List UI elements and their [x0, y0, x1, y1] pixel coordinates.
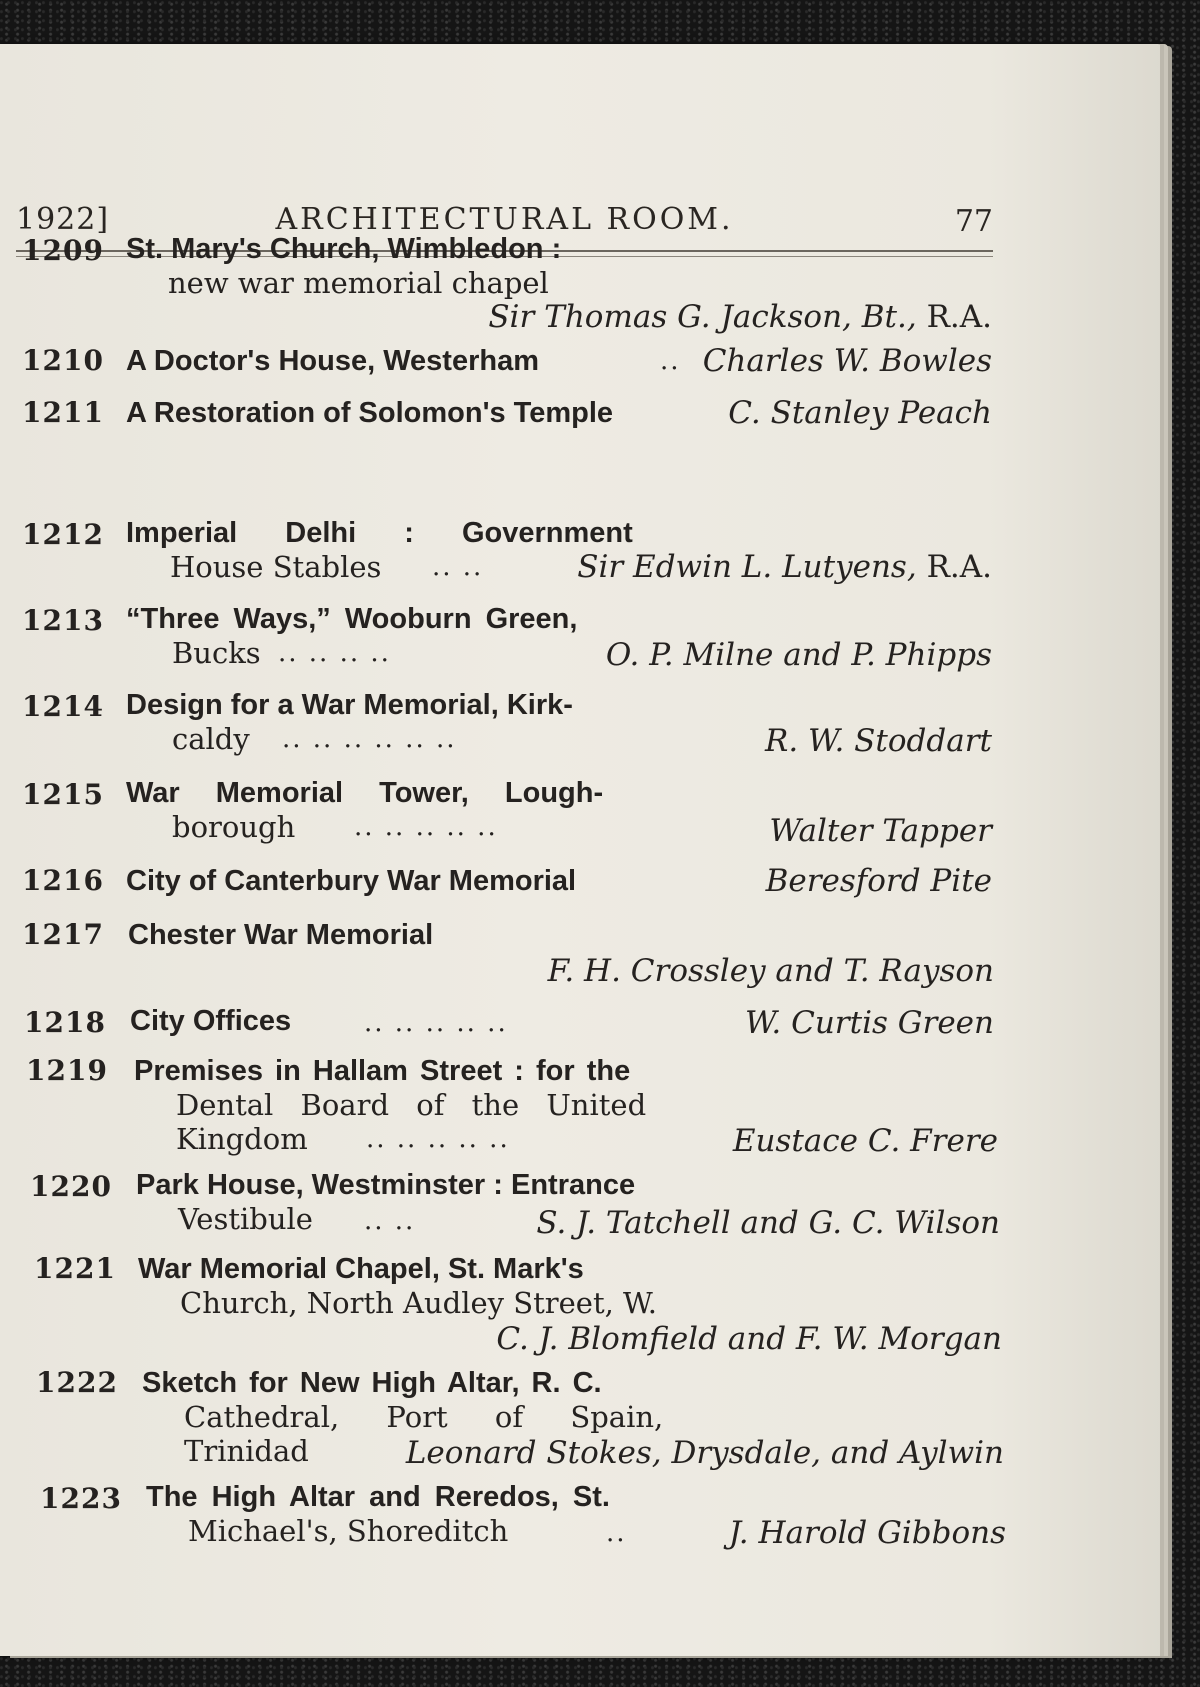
entry-title-line: The High Altar and Reredos, St. — [146, 1481, 610, 1513]
entry-title-line: borough — [172, 810, 296, 844]
entry-number: 1209 — [22, 234, 104, 267]
entry-number: 1213 — [22, 604, 104, 637]
entry-title-line: Dental Board of the United — [176, 1088, 647, 1122]
entry-number: 1215 — [22, 778, 104, 811]
dot-leader: .. .. — [432, 552, 484, 582]
entry-architect: J. Harold Gibbons — [728, 1515, 1006, 1551]
entry-number: 1220 — [30, 1170, 112, 1203]
header-year: 1922] — [16, 202, 110, 237]
architect-suffix: R.A. — [926, 549, 992, 585]
entry-architect — [488, 300, 992, 334]
entry-architect: O. P. Milne and P. Phipps — [605, 637, 992, 673]
entry-number: 1214 — [22, 690, 104, 723]
entry-title-line: Church, North Audley Street, W. — [180, 1286, 657, 1320]
dot-leader: .. — [660, 346, 681, 376]
entry-title-line: caldy — [172, 722, 250, 756]
dot-leader: .. .. .. .. .. — [366, 1124, 510, 1154]
entry-title-line: City of Canterbury War Memorial — [126, 865, 577, 897]
entry-architect: Beresford Pite — [765, 863, 992, 899]
entry-title-line: Park House, Westminster : Entrance — [136, 1169, 636, 1201]
entry-architect: Walter Tapper — [769, 813, 992, 849]
dot-leader: .. — [606, 1518, 627, 1548]
entry-title-line: “Three Ways,” Wooburn Green, — [126, 603, 578, 635]
entry-title-line: Chester War Memorial — [128, 919, 434, 951]
entry-number: 1212 — [22, 518, 104, 551]
entry-number: 1219 — [26, 1054, 108, 1087]
entry-title-line: Design for a War Memorial, Kirk- — [126, 689, 573, 721]
entry-architect: W. Curtis Green — [744, 1005, 994, 1041]
entry-title-line: new war memorial chapel — [168, 266, 549, 300]
dot-leader: .. .. .. .. .. — [364, 1008, 508, 1038]
header-title: ARCHITECTURAL ROOM. — [275, 202, 734, 237]
entry-title-line: War Memorial Tower, Lough- — [126, 777, 604, 809]
entry-architect — [577, 550, 992, 584]
entry-title-line: City Offices — [130, 1005, 292, 1037]
entry-title-line: Kingdom — [176, 1122, 308, 1156]
entry-title-line — [126, 232, 561, 266]
entry-number: 1218 — [24, 1006, 106, 1039]
catalogue-entries — [0, 44, 1162, 1656]
entry-number: 1223 — [40, 1482, 122, 1515]
entry-architect: Charles W. Bowles — [702, 343, 992, 379]
dot-leader: .. .. — [364, 1206, 416, 1236]
entry-architect: C. Stanley Peach — [728, 395, 992, 431]
entry-title-line: Sketch for New High Altar, R. C. — [142, 1367, 602, 1399]
entry-number: 1216 — [22, 864, 104, 897]
book-page — [0, 44, 1162, 1656]
entry-number: 1222 — [36, 1366, 118, 1399]
dot-leader: .. .. .. .. .. .. — [282, 724, 457, 754]
entry-architect: R. W. Stoddart — [764, 723, 992, 759]
dot-leader: .. .. .. .. — [278, 638, 391, 668]
entry-architect: Eustace C. Frere — [732, 1123, 998, 1159]
entry-title-text: St. Mary's Church, Wimbledon : — [126, 233, 562, 265]
entry-number: 1210 — [22, 344, 104, 377]
entry-number: 1211 — [22, 396, 104, 429]
entry-title-line: War Memorial Chapel, St. Mark's — [138, 1253, 584, 1285]
entry-title-line: Imperial Delhi : Government — [126, 517, 633, 549]
dot-leader: .. .. .. .. .. — [354, 812, 498, 842]
entry-title-line: House Stables — [170, 550, 382, 584]
entry-title-line: Michael's, Shoreditch — [188, 1514, 509, 1548]
entry-architect: Leonard Stokes, Drysdale, and Aylwin — [405, 1435, 1004, 1471]
architect-name: Sir Edwin L. Lutyens, — [577, 549, 917, 585]
entry-title-line: A Doctor's House, Westerham — [126, 345, 539, 377]
entry-title-line: Cathedral, Port of Spain, — [184, 1400, 664, 1434]
entry-title-line: Bucks — [172, 636, 261, 670]
entry-title-line: Trinidad — [184, 1434, 309, 1468]
entry-number: 1217 — [22, 918, 104, 951]
entry-number: 1221 — [34, 1252, 116, 1285]
entry-architect: F. H. Crossley and T. Rayson — [547, 953, 994, 989]
entry-architect: C. J. Blomfield and F. W. Morgan — [496, 1321, 1002, 1357]
entry-title-line: Premises in Hallam Street : for the — [134, 1055, 631, 1087]
entry-architect: S. J. Tatchell and G. C. Wilson — [536, 1205, 1000, 1241]
entry-title-line: A Restoration of Solomon's Temple — [126, 397, 614, 429]
architect-name: Sir Thomas G. Jackson, Bt., — [488, 299, 917, 335]
architect-suffix: R.A. — [926, 299, 992, 335]
page-number: 77 — [954, 204, 993, 239]
entry-title-line: Vestibule — [178, 1202, 313, 1236]
